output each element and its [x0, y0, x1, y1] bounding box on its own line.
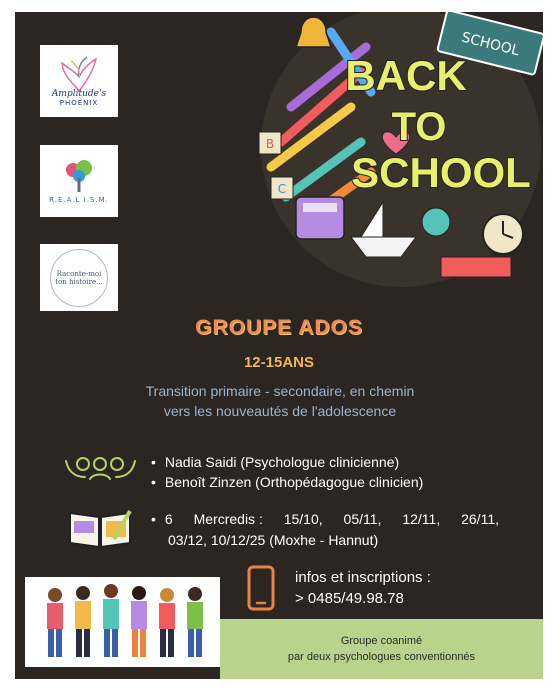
page-title: GROUPE ADOS [195, 316, 363, 339]
people-group-icon [63, 453, 138, 483]
phone-icon [247, 565, 275, 611]
logo-circle [50, 249, 108, 307]
logo-amplitudes-name: Amplitude's [51, 89, 107, 99]
tree-icon [62, 158, 96, 194]
artwork-sign-text: SCHOOL [459, 29, 521, 60]
contact-phone: > 0485/49.98.78 [295, 590, 404, 607]
contact-label: infos et inscriptions : [295, 569, 431, 586]
session-count: • 6 [151, 511, 173, 527]
logo-realism-name: R.E.A.L I.S.M. [49, 196, 109, 204]
footer-line-1: Groupe coanimé [340, 635, 423, 647]
phoenix-bird-icon [59, 55, 99, 93]
subtitle [95, 381, 465, 421]
facilitators-list [151, 452, 423, 492]
session-dates-row-1 [151, 509, 499, 530]
back-to-school-artwork [241, 12, 543, 292]
facilitator-item: • Nadia Saidi (Psychologue clinicienne) [151, 452, 423, 472]
kids-group-illustration [25, 577, 220, 667]
session-date: 26/11, [461, 511, 499, 527]
artwork-back-text: BACK [345, 52, 467, 99]
svg-text:B: B [265, 137, 275, 151]
svg-text:C: C [277, 182, 287, 196]
session-date: 12/11, [402, 511, 441, 527]
subtitle-line-2: vers les nouveautés de l'adolescence [163, 403, 397, 419]
footer-band [220, 619, 543, 679]
logo-raconte-moi [40, 244, 118, 311]
logo-realism [40, 145, 118, 217]
footer-line-2: par deux psychologues conventionnés [287, 651, 476, 663]
age-range: 12-15ANS [243, 354, 315, 371]
contact-info [295, 567, 431, 609]
open-book-icon [68, 509, 132, 549]
session-date: 15/10, [283, 511, 323, 527]
logo-amplitudes-subname: PHOENIX [59, 99, 99, 107]
session-weekday: Mercredis : [193, 511, 263, 527]
session-dates-row-2: 03/12, 10/12/25 (Moxhe - Hannut) [168, 532, 379, 548]
logo-amplitudes-phoenix [40, 45, 118, 117]
session-date: 05/11, [343, 511, 382, 527]
artwork-to-text: TO [391, 105, 447, 149]
logo-raconte-name: Raconte-moi ton histoire... [55, 269, 103, 286]
artwork-school-text: SCHOOL [351, 149, 531, 196]
session-dates [151, 509, 499, 551]
footer-text [220, 633, 543, 665]
poster [15, 12, 543, 679]
subtitle-line-1: Transition primaire - secondaire, en chemin [145, 383, 415, 399]
facilitator-item: • Benoît Zinzen (Orthopédagogue clinicien) [151, 472, 423, 492]
